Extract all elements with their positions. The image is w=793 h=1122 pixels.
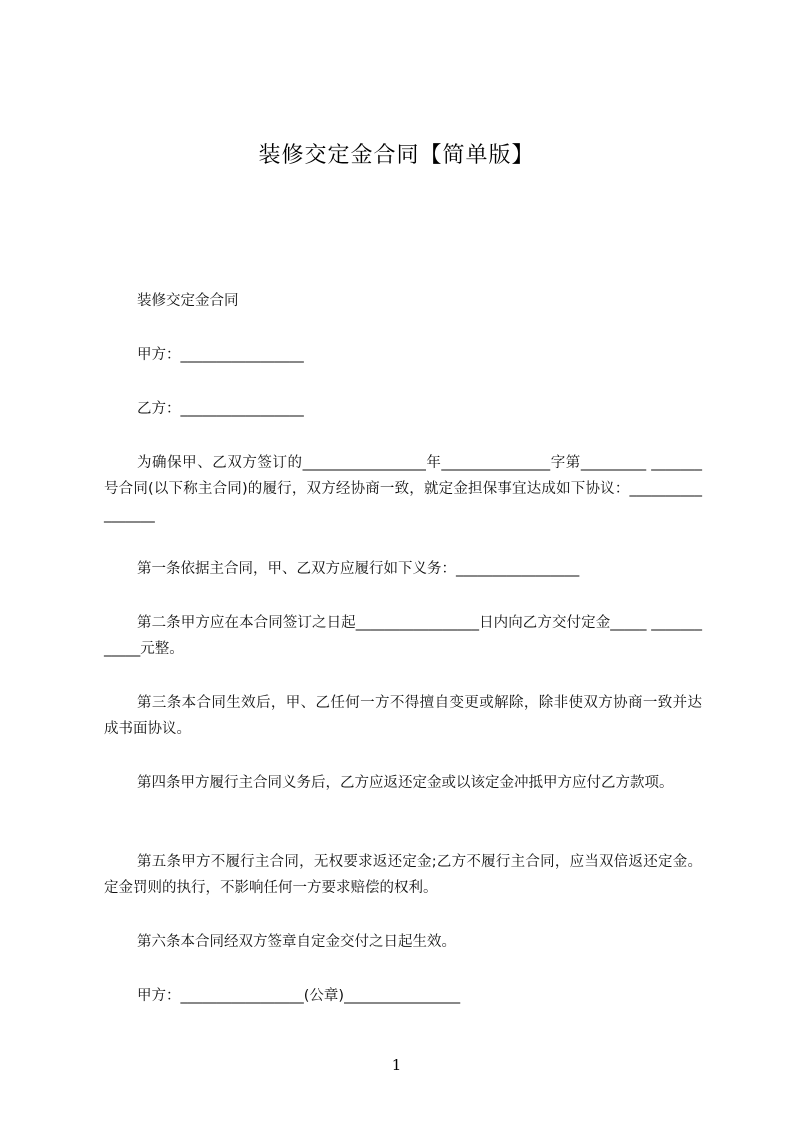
party-a-line: 甲方：_________________ (137, 347, 304, 363)
party-b-line: 乙方：_________________ (137, 401, 304, 417)
page-number: 1 (391, 1056, 402, 1074)
article-2: 第二条甲方应在本合同签订之日起_________________日内向乙方交付定金_____ ____________元整。 (104, 615, 702, 657)
signature-line-party-a: 甲方：_________________(公章)________________ (137, 988, 461, 1004)
contract-heading: 装修交定金合同 (137, 293, 239, 309)
article-1: 第一条依据主合同，甲、乙双方应履行如下义务：_________________ (137, 561, 580, 577)
article-5: 第五条甲方不履行主合同，无权要求返还定金;乙方不履行主合同，应当双倍返还定金。定金罚则的执行，不影响任何一方要求赔偿的权利。 (104, 854, 702, 896)
article-4: 第四条甲方履行主合同义务后，乙方应返还定金或以该定金冲抵甲方应付乙方款项。 (137, 775, 674, 791)
preamble-paragraph: 为确保甲、乙双方签订的_________________年_______________字第_________ _______号合同(以下称主合同)的履行，双方经协商一致，就定金担保事宜达成如下协议：_________________ (104, 455, 702, 523)
article-3: 第三条本合同生效后，甲、乙任何一方不得擅自变更或解除，除非使双方协商一致并达成书面协议。 (104, 695, 702, 737)
document-title: 装修交定金合同【简单版】 (258, 143, 535, 168)
article-6: 第六条本合同经双方签章自定金交付之日起生效。 (137, 934, 456, 950)
